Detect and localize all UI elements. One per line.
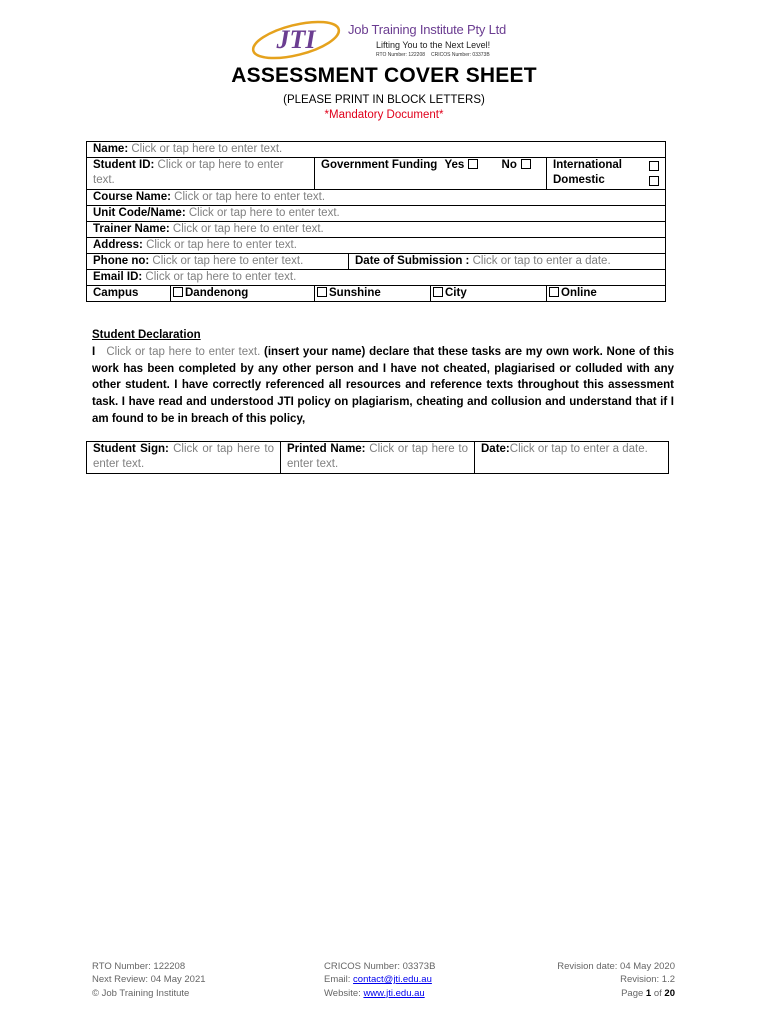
name-field[interactable] — [87, 142, 666, 158]
tagline: Lifting You to the Next Level! — [376, 40, 491, 50]
date-of-submission-field[interactable] — [349, 254, 666, 270]
printed-name-label: Printed Name: — [287, 443, 366, 455]
trainer-name-placeholder[interactable]: Click or tap here to enter text. — [172, 223, 324, 235]
domestic-checkbox[interactable] — [649, 176, 659, 186]
international-label: International — [553, 159, 623, 171]
city-checkbox[interactable] — [433, 287, 443, 297]
government-funding-field — [315, 158, 547, 190]
date-of-submission-placeholder[interactable]: Click or tap to enter a date. — [472, 255, 611, 267]
online-label: Online — [561, 287, 597, 299]
footer-page-number — [557, 987, 675, 1000]
date-of-submission-label: Date of Submission : — [355, 255, 470, 267]
unit-code-placeholder[interactable]: Click or tap here to enter text. — [188, 207, 340, 219]
jti-logo-mark — [246, 16, 346, 64]
sign-date-label: Date: — [481, 443, 510, 455]
campus-option-dandenong[interactable] — [171, 286, 315, 302]
footer-left — [92, 960, 206, 1000]
student-sign-placeholder[interactable]: Click or tap here to enter text. — [93, 443, 274, 470]
name-placeholder[interactable]: Click or tap here to enter text. — [131, 143, 283, 155]
student-sign-field[interactable] — [87, 442, 281, 474]
footer-cricos: CRICOS Number: 03373B — [324, 961, 436, 972]
printed-name-placeholder[interactable]: Click or tap here to enter text. — [287, 443, 468, 470]
funding-no-label: No — [501, 159, 517, 171]
footer-rto: RTO Number: 122208 — [92, 961, 186, 972]
campus-option-online[interactable] — [547, 286, 666, 302]
footer-email-link[interactable]: contact@jti.edu.au — [353, 974, 432, 986]
phone-label: Phone no: — [93, 255, 150, 267]
trainer-name-label: Trainer Name: — [93, 223, 170, 235]
declaration-name-placeholder[interactable]: Click or tap here to enter text. — [106, 345, 261, 358]
email-label: Email ID: — [93, 271, 143, 283]
international-checkbox[interactable] — [649, 161, 659, 171]
campus-label: Campus — [87, 286, 171, 302]
table-row — [87, 190, 666, 206]
funding-yes-label: Yes — [444, 159, 465, 171]
funding-no-checkbox[interactable] — [521, 159, 531, 169]
government-funding-label: Government Funding — [321, 159, 438, 171]
address-field[interactable] — [87, 238, 666, 254]
table-row — [87, 270, 666, 286]
footer-right — [557, 960, 675, 1000]
address-label: Address: — [93, 239, 143, 251]
mandatory-note: *Mandatory Document* — [324, 109, 444, 121]
logo-rto-number: RTO Number: 122208 — [376, 52, 426, 58]
unit-code-field[interactable] — [87, 206, 666, 222]
residency-field — [547, 158, 666, 190]
student-id-placeholder[interactable]: Click or tap here to enter text. — [93, 159, 284, 186]
student-id-field[interactable] — [87, 158, 315, 190]
footer-website-label: Website: — [324, 987, 364, 999]
declaration-title: Student Declaration — [92, 329, 201, 341]
signature-table — [86, 441, 669, 474]
table-row — [87, 238, 666, 254]
sunshine-label: Sunshine — [329, 287, 381, 299]
logo-cricos-number: CRICOS Number: 03373B — [431, 52, 490, 58]
phone-field[interactable] — [87, 254, 349, 270]
trainer-name-field[interactable] — [87, 222, 666, 238]
student-details-table — [86, 141, 666, 302]
logo — [246, 16, 536, 64]
printed-name-field[interactable] — [281, 442, 475, 474]
domestic-label: Domestic — [553, 174, 605, 186]
table-row — [87, 222, 666, 238]
phone-placeholder[interactable]: Click or tap here to enter text. — [152, 255, 304, 267]
course-name-placeholder[interactable]: Click or tap here to enter text. — [174, 191, 326, 203]
page-title: ASSESSMENT COVER SHEET — [231, 64, 537, 87]
footer-copyright: © Job Training Institute — [92, 987, 190, 999]
declaration-prefix: I — [92, 345, 96, 358]
name-label: Name: — [93, 143, 129, 155]
dandenong-checkbox[interactable] — [173, 287, 183, 297]
address-placeholder[interactable]: Click or tap here to enter text. — [146, 239, 297, 251]
sunshine-checkbox[interactable] — [317, 287, 327, 297]
email-placeholder[interactable]: Click or tap here to enter text. — [145, 271, 297, 283]
course-name-field[interactable] — [87, 190, 666, 206]
table-row — [87, 142, 666, 158]
page-prefix: Page — [621, 987, 646, 999]
brand-name: Job Training Institute Pty Ltd — [348, 22, 507, 37]
student-declaration — [92, 327, 674, 428]
footer-center — [324, 960, 435, 1000]
course-name-label: Course Name: — [93, 191, 171, 203]
campus-option-city[interactable] — [431, 286, 547, 302]
online-checkbox[interactable] — [549, 287, 559, 297]
footer-next-review: Next Review: 04 May 2021 — [92, 974, 206, 986]
page-current: 1 — [645, 987, 652, 999]
student-id-label: Student ID: — [93, 159, 155, 171]
page-total: 20 — [664, 987, 675, 999]
footer-revision: Revision: 1.2 — [620, 974, 675, 986]
footer-website-link[interactable]: www.jti.edu.au — [363, 987, 425, 999]
page-of: of — [651, 987, 665, 999]
funding-yes-checkbox[interactable] — [468, 159, 478, 169]
table-row — [87, 158, 666, 190]
city-label: City — [445, 287, 467, 299]
student-sign-label: Student Sign: — [93, 443, 169, 455]
dandenong-label: Dandenong — [185, 287, 249, 299]
email-field[interactable] — [87, 270, 666, 286]
footer-revision-date: Revision date: 04 May 2020 — [557, 961, 675, 972]
table-row — [87, 286, 666, 302]
sign-date-placeholder[interactable]: Click or tap to enter a date. — [509, 443, 648, 455]
table-row — [87, 206, 666, 222]
logo-initials: JTI — [276, 25, 316, 54]
declaration-text: (insert your name) declare that these tasks are my own work. None of this work has been completed by any other person and I have not cheated, plagiarised or colluded with any other student. I have correctly referenced all resources and reference texts throughout this assessment task. I have read and understood JTI policy on plagiarism, cheating and collusion and understand that if I am found to be in breach of this policy, — [92, 345, 674, 425]
table-row — [87, 442, 669, 474]
campus-option-sunshine[interactable] — [315, 286, 431, 302]
logo-rto-line — [376, 52, 538, 58]
unit-code-label: Unit Code/Name: — [93, 207, 186, 219]
declaration-body — [92, 344, 674, 428]
footer-email-label: Email: — [324, 974, 354, 986]
table-row — [87, 254, 666, 270]
page-subtitle: (PLEASE PRINT IN BLOCK LETTERS) — [283, 94, 485, 106]
sign-date-field[interactable] — [475, 442, 669, 474]
